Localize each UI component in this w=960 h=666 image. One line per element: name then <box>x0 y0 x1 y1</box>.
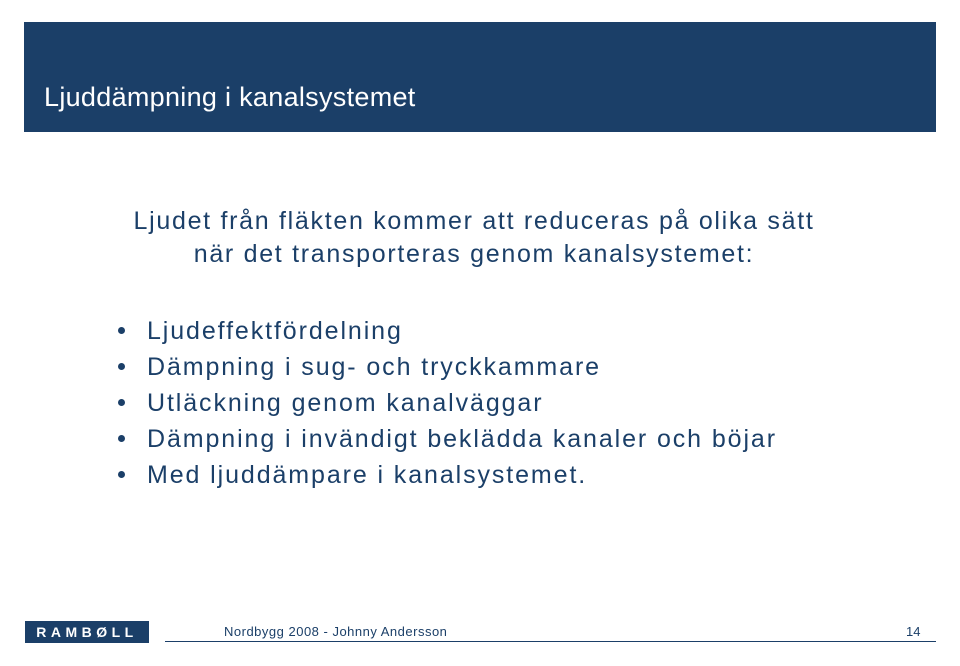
intro-line: Ljudet från fläkten kommer att reduceras på olika sätt <box>133 207 815 235</box>
footer-text: Nordbygg 2008 - Johnny Andersson <box>224 624 448 639</box>
footer-divider <box>165 641 936 642</box>
title-band <box>24 22 936 132</box>
bullet-text: Dämpning i invändigt beklädda kanaler och böjar <box>147 425 777 453</box>
bullet-text: Med ljuddämpare i kanalsystemet. <box>147 461 588 489</box>
bullet-text: Dämpning i sug- och tryckkammare <box>147 353 601 381</box>
intro-paragraph <box>24 205 924 271</box>
page-number: 14 <box>906 624 921 639</box>
slide-title: Ljuddämpning i kanalsystemet <box>44 82 416 112</box>
bullet-text: Ljudeffektfördelning <box>147 317 403 345</box>
bullet-icon <box>118 327 125 334</box>
bullet-icon <box>118 471 125 478</box>
bullet-icon <box>118 363 125 370</box>
bullet-text: Utläckning genom kanalväggar <box>147 389 544 417</box>
ramboll-logo: RAMBØLL <box>25 621 149 643</box>
intro-line: när det transporteras genom kanalsystemet: <box>193 240 755 268</box>
bullet-icon <box>118 435 125 442</box>
bullet-icon <box>118 399 125 406</box>
